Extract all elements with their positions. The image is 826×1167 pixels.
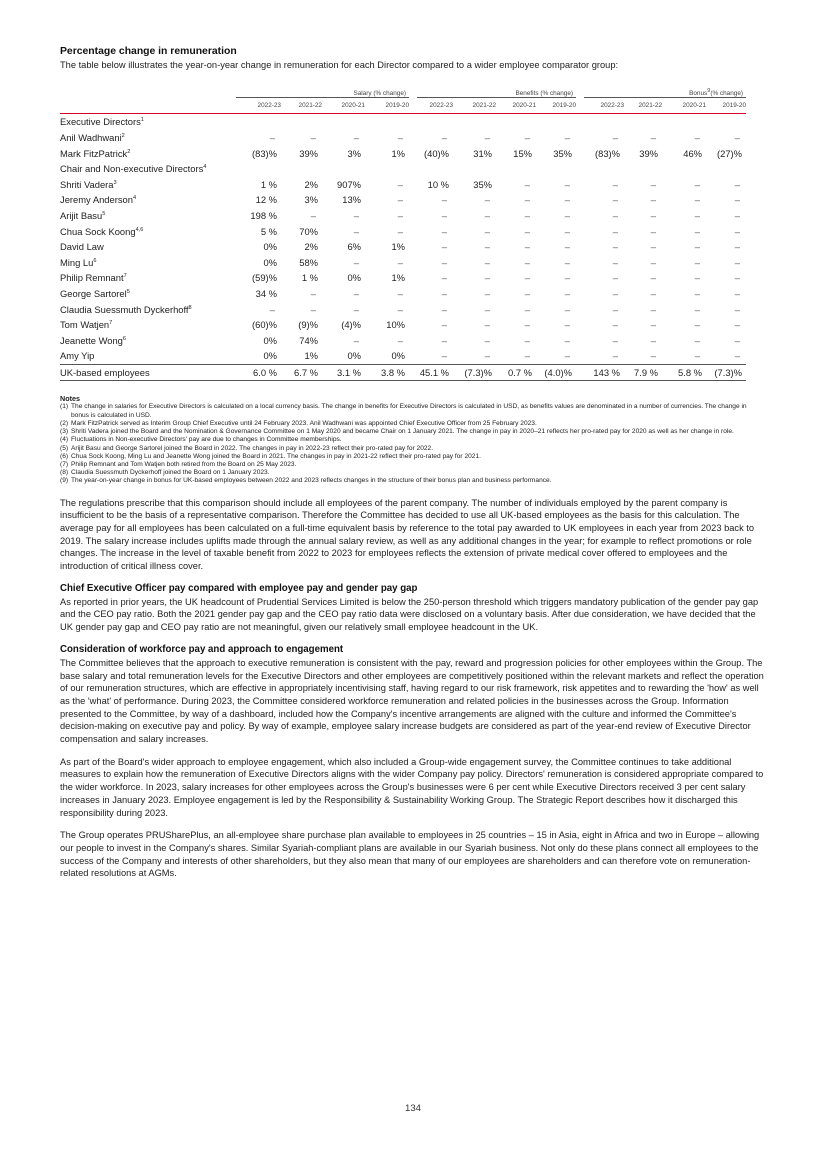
table-cell: – bbox=[310, 303, 316, 315]
remuneration-table bbox=[60, 82, 746, 381]
table-cell: 3% bbox=[347, 147, 361, 159]
table-cell: – bbox=[353, 303, 359, 315]
year-header: 2019-20 bbox=[536, 98, 576, 114]
salary-group-header: Salary (% change) bbox=[236, 90, 409, 98]
table-cell: – bbox=[650, 241, 657, 253]
table-cell: 0% bbox=[347, 272, 361, 284]
table-cell: – bbox=[612, 210, 619, 222]
table-cell: – bbox=[694, 241, 701, 253]
table-cell: – bbox=[564, 256, 571, 268]
year-header: 2020-21 bbox=[662, 98, 706, 114]
row-label: Philip Remnant$^7$ bbox=[60, 272, 127, 284]
table-cell: – bbox=[612, 272, 619, 284]
table-cell: – bbox=[484, 319, 491, 331]
table-cell: – bbox=[650, 350, 657, 362]
years-header-row bbox=[60, 98, 746, 114]
note-item: (8) Claudia Suessmuth Dyckerhoff joined the Board on 1 January 2023. bbox=[60, 469, 270, 477]
row-label: David Law bbox=[60, 241, 104, 253]
director-row bbox=[60, 130, 746, 146]
table-cell: (59)% bbox=[251, 272, 277, 284]
table-cell: 0% bbox=[263, 334, 277, 346]
ceo-pay-heading: Chief Executive Officer pay compared with employee pay and gender pay gap bbox=[60, 582, 418, 594]
bonus-group-header: Bonus$^9$(% change) bbox=[584, 90, 746, 98]
row-label: Mark FitzPatrick$^2$ bbox=[60, 147, 131, 159]
table-cell: 6% bbox=[347, 241, 361, 253]
director-row bbox=[60, 301, 746, 317]
director-row bbox=[60, 145, 746, 161]
row-label: Jeremy Anderson$^4$ bbox=[60, 194, 137, 206]
table-cell: (83)% bbox=[595, 147, 621, 159]
row-label: UK-based employees bbox=[60, 364, 236, 381]
table-cell: – bbox=[397, 210, 404, 222]
table-cell: 1% bbox=[391, 241, 406, 253]
table-cell: – bbox=[484, 303, 491, 315]
table-cell: (60)% bbox=[251, 319, 277, 331]
ceo-pay-paragraph: As reported in prior years, the UK headcount of Prudential Services Limited is below the 250-person threshold which triggers mandatory publication of the gender pay gap and the CEO pay ratio. Both the 2021 gender pay gap and the CEO pay ratio data were disclosed on a voluntary basis. After due consideration, we have decided that the UK gender pay gap and CEO pay ratio are not meaningful, given our relatively small employee headcount in the UK. bbox=[60, 596, 759, 633]
table-cell: – bbox=[694, 256, 701, 268]
table-cell: – bbox=[694, 334, 701, 346]
year-header: 2022-23 bbox=[409, 98, 453, 114]
table-cell: – bbox=[650, 194, 657, 206]
section-row bbox=[60, 161, 746, 177]
table-cell: – bbox=[353, 256, 359, 268]
table-cell: – bbox=[734, 241, 741, 253]
table-cell: – bbox=[734, 132, 741, 144]
table-cell: 0% bbox=[347, 350, 361, 362]
table-cell: – bbox=[734, 194, 741, 206]
director-row bbox=[60, 255, 746, 271]
table-cell: – bbox=[441, 288, 448, 300]
table-cell: – bbox=[694, 210, 701, 222]
year-header: 2021-22 bbox=[453, 98, 496, 114]
table-cell: – bbox=[484, 241, 491, 253]
table-cell: (4)% bbox=[341, 319, 361, 331]
table-cell: – bbox=[353, 334, 359, 346]
year-header: 2021-22 bbox=[281, 98, 322, 114]
table-cell: – bbox=[564, 132, 571, 144]
table-cell: 7.9 % bbox=[624, 364, 662, 381]
director-row bbox=[60, 286, 746, 302]
table-cell: – bbox=[524, 303, 531, 315]
director-row bbox=[60, 333, 746, 349]
table-cell: – bbox=[564, 272, 571, 284]
table-cell: – bbox=[734, 334, 741, 346]
table-cell: (83)% bbox=[251, 147, 277, 159]
row-label: Jeanette Wong$^6$ bbox=[60, 334, 127, 346]
table-cell: – bbox=[734, 210, 741, 222]
table-cell: – bbox=[650, 272, 657, 284]
director-row bbox=[60, 177, 746, 193]
table-cell: 6.0 % bbox=[236, 364, 281, 381]
table-cell: 2% bbox=[304, 241, 318, 253]
section-row bbox=[60, 114, 746, 130]
table-cell: – bbox=[694, 194, 701, 206]
table-cell: – bbox=[310, 210, 316, 222]
table-cell: – bbox=[524, 256, 531, 268]
table-cell: – bbox=[269, 132, 275, 144]
table-cell: – bbox=[612, 334, 619, 346]
row-label: Chua Sock Koong$^{4,6}$ bbox=[60, 225, 144, 237]
note-item: (3) Shriti Vadera joined the Board and the Nomination & Governance Committee on 1 May 2020 and became Chair on 1 January 2021. The change in pay in 2020–21 reflects her pro-rated pay for 2020 as well as her change in role. bbox=[60, 428, 734, 436]
table-cell: 1% bbox=[391, 272, 406, 284]
table-cell: – bbox=[694, 303, 701, 315]
table-cell: 1 % bbox=[301, 272, 318, 284]
table-cell: 0% bbox=[263, 241, 277, 253]
table-cell: – bbox=[310, 288, 316, 300]
table-cell: – bbox=[441, 225, 448, 237]
table-cell: – bbox=[734, 256, 741, 268]
table-cell: – bbox=[612, 288, 619, 300]
table-cell: 198 % bbox=[250, 210, 277, 222]
table-cell: – bbox=[650, 132, 657, 144]
table-cell: – bbox=[650, 319, 657, 331]
table-cell: – bbox=[694, 350, 701, 362]
table-cell: 34 % bbox=[255, 288, 277, 300]
comparison-paragraph: The regulations prescribe that this comparison should include all employees of the parent company. The number of individuals employed by the parent company is insufficient to be the basis of a representative comparison. Therefore the Committee has decided to use all UK-based employees as the basis for this calculation. The average pay for all employees has been calculated on a full-time equivalent basis by reference to the total pay awarded to UK employees in each year from 2023 back to 2019. The salary increase includes uplifts made through the annual salary review, as well as any additional changes in the year; for example to reflect promotions or role changes. The increase in the level of taxable benefit from 2022 to 2023 for employees reflects the extension of private medical cover offered to employees and the introduction of critical illness cover. bbox=[60, 497, 755, 572]
table-cell: 13% bbox=[342, 194, 361, 206]
director-row bbox=[60, 348, 746, 364]
table-cell: – bbox=[397, 194, 404, 206]
row-label: Shriti Vadera$^3$ bbox=[60, 178, 117, 190]
year-header: 2022-23 bbox=[236, 98, 281, 114]
table-cell: – bbox=[441, 210, 448, 222]
row-label: George Sartorel$^5$ bbox=[60, 288, 130, 300]
table-cell: 70% bbox=[299, 225, 318, 237]
note-item: (1) The change in salaries for Executive Directors is calculated on a local currency basis. The change in benefits for Executive Directors is calculated in USD, as benefits values are denominated in a number of currencies. The change in bonus is calculated in USD. bbox=[60, 403, 747, 419]
table-cell: – bbox=[650, 256, 657, 268]
table-cell: – bbox=[734, 319, 741, 331]
table-cell: – bbox=[650, 225, 657, 237]
table-cell: (7.3)% bbox=[706, 364, 746, 381]
row-label: Tom Watjen$^7$ bbox=[60, 319, 113, 331]
workforce-paragraph-2: As part of the Board's wider approach to employee engagement, which also included a Group-wide engagement survey, the Committee continues to take additional measures to explain how the remuneration of Executive Directors aligns with the wider Company pay policy. Directors' remuneration is considered appropriate compared to the wider workforce. In 2023, salary increases for other employees across the Group's businesses were 6 per cent while Executive Directors received 3 per cent salary increases in January 2023. Employee engagement is led by the Responsibility & Sustainability Working Group. The Strategic Report describes how it discharged this responsibility during 2023. bbox=[60, 756, 764, 818]
table-cell: – bbox=[397, 256, 404, 268]
workforce-heading: Consideration of workforce pay and approach to engagement bbox=[60, 643, 344, 655]
table-cell: 46% bbox=[683, 147, 703, 159]
table-cell: – bbox=[484, 272, 491, 284]
table-cell: – bbox=[694, 132, 701, 144]
table-cell: – bbox=[694, 225, 701, 237]
table-cell: 45.1 % bbox=[409, 364, 453, 381]
table-cell: – bbox=[694, 272, 701, 284]
director-row bbox=[60, 208, 746, 224]
intro-text: The table below illustrates the year-on-year change in remuneration for each Director compared to a wider employee comparator group: bbox=[60, 60, 619, 70]
table-cell: – bbox=[441, 132, 448, 144]
table-cell: 0% bbox=[391, 350, 406, 362]
table-cell: – bbox=[397, 225, 404, 237]
page-number: 134 bbox=[404, 1103, 421, 1114]
table-cell: – bbox=[484, 132, 491, 144]
table-cell: – bbox=[310, 132, 316, 144]
table-cell: – bbox=[650, 303, 657, 315]
table-cell: 39% bbox=[299, 147, 318, 159]
table-cell: 10% bbox=[386, 319, 406, 331]
table-cell: – bbox=[650, 210, 657, 222]
table-cell: – bbox=[564, 319, 571, 331]
table-cell: 3.8 % bbox=[365, 364, 409, 381]
table-cell: – bbox=[484, 225, 491, 237]
table-cell: 15% bbox=[513, 147, 533, 159]
table-cell: – bbox=[524, 319, 531, 331]
row-label: Claudia Suessmuth Dyckerhoff$^8$ bbox=[60, 303, 192, 315]
table-cell: 35% bbox=[553, 147, 573, 159]
benefits-group-header: Benefits (% change) bbox=[417, 90, 576, 98]
table-cell: – bbox=[564, 225, 571, 237]
table-cell: 12 % bbox=[255, 194, 277, 206]
table-cell: – bbox=[441, 334, 448, 346]
table-cell: (9)% bbox=[298, 319, 318, 331]
note-item: (2) Mark FitzPatrick served as Interim Group Chief Executive until 24 February 2023. Anil Wadhwani was appointed Chief Executive Officer from 25 February 2023. bbox=[60, 419, 537, 427]
table-cell: (4.0)% bbox=[536, 364, 576, 381]
table-cell: (7.3)% bbox=[453, 364, 496, 381]
table-cell: – bbox=[734, 272, 741, 284]
workforce-paragraph-3: The Group operates PRUSharePlus, an all-employee share purchase plan available to employees in 25 countries – 15 in Asia, eight in Africa and two in Europe – allowing our people to invest in the Company's shares. Similar Syariah-compliant plans are available in our Syariah business. Not only do these plans connect all employees to the success of the Company and interests of other shareholders, but they also mean that many of our employees are shareholders and can therefore vote on remuneration-related resolutions at AGMs. bbox=[60, 830, 760, 879]
year-header: 2021-22 bbox=[624, 98, 662, 114]
table-cell: 39% bbox=[639, 147, 659, 159]
table-cell: – bbox=[564, 288, 571, 300]
year-header: 2019-20 bbox=[706, 98, 746, 114]
table-cell: (27)% bbox=[717, 147, 743, 159]
table-cell: 1% bbox=[391, 147, 406, 159]
table-cell: – bbox=[441, 194, 448, 206]
table-cell: 3% bbox=[304, 194, 318, 206]
note-item: (9) The year-on-year change in bonus for UK-based employees between 2022 and 2023 reflects changes in the structure of their bonus plan and business performance. bbox=[60, 477, 552, 485]
table-cell: 1 % bbox=[260, 178, 277, 190]
table-cell: – bbox=[612, 241, 619, 253]
row-label: Executive Directors$^1$ bbox=[60, 116, 144, 128]
table-cell: – bbox=[564, 303, 571, 315]
table-cell: – bbox=[484, 334, 491, 346]
row-label: Anil Wadhwani$^2$ bbox=[60, 132, 125, 144]
table-cell: – bbox=[524, 210, 531, 222]
table-cell: – bbox=[484, 288, 491, 300]
table-cell: 5 % bbox=[260, 225, 277, 237]
workforce-paragraph-1: The Committee believes that the approach to executive remuneration is consistent with the pay, reward and progression policies for other employees within the Group. The base salary and total remuneration levels for the Executive Directors and other employees are competitively positioned within the relevant markets and reflect the operation of our remuneration structures, which are effective in appropriately incentivising staff, having regard to our risk framework, risk appetites and to rewarding the 'how' as well as the 'what' of performance. During 2023, the Committee considered workforce remuneration and related policies in the businesses across the Group. Information presented to the Committee, by way of a dashboard, included how the Company's incentive arrangements are aligned with the culture and informed the Committee's decision-making on executive pay and policy. By way of example, employee salary increase budgets are considered as part of the year-end review of Executive Director compensation and salary increases. bbox=[60, 657, 764, 745]
table-cell: – bbox=[484, 256, 491, 268]
table-cell: – bbox=[441, 350, 448, 362]
table-cell: – bbox=[353, 288, 359, 300]
table-cell: – bbox=[441, 256, 448, 268]
table-cell: – bbox=[524, 288, 531, 300]
table-cell: 35% bbox=[473, 178, 493, 190]
director-row bbox=[60, 239, 746, 255]
table-cell: – bbox=[524, 178, 531, 190]
note-item: (4) Fluctuations in Non-executive Directors' pay are due to changes in Committee memberships. bbox=[60, 436, 342, 444]
table-cell: 2% bbox=[304, 178, 318, 190]
table-cell: 6.7 % bbox=[281, 364, 322, 381]
table-cell: – bbox=[484, 210, 491, 222]
director-row bbox=[60, 223, 746, 239]
table-cell: – bbox=[694, 288, 701, 300]
table-cell: 0.7 % bbox=[496, 364, 536, 381]
table-cell: (40)% bbox=[424, 147, 450, 159]
table-cell: – bbox=[564, 194, 571, 206]
table-cell: 3.1 % bbox=[322, 364, 365, 381]
table-cell: – bbox=[612, 303, 619, 315]
table-cell: – bbox=[397, 303, 404, 315]
table-cell: – bbox=[694, 319, 701, 331]
table-cell: – bbox=[734, 288, 741, 300]
employees-row bbox=[60, 364, 746, 381]
table-cell: – bbox=[734, 178, 741, 190]
table-cell: – bbox=[564, 241, 571, 253]
year-header: 2019-20 bbox=[365, 98, 409, 114]
table-cell: – bbox=[734, 225, 741, 237]
table-cell: – bbox=[441, 319, 448, 331]
table-cell: – bbox=[524, 194, 531, 206]
table-cell: – bbox=[612, 194, 619, 206]
table-cell: 5.8 % bbox=[662, 364, 706, 381]
table-cell: – bbox=[397, 178, 404, 190]
year-header: 2022-23 bbox=[576, 98, 624, 114]
table-cell: 74% bbox=[299, 334, 318, 346]
table-cell: – bbox=[441, 241, 448, 253]
table-cell: – bbox=[524, 272, 531, 284]
table-cell: – bbox=[650, 178, 657, 190]
director-row bbox=[60, 270, 746, 286]
table-cell: – bbox=[441, 272, 448, 284]
body-text bbox=[60, 497, 766, 881]
row-label: Amy Yip bbox=[60, 350, 95, 362]
table-cell: – bbox=[734, 303, 741, 315]
note-item: (5) Arijit Basu and George Sartorel joined the Board in 2022. The changes in pay in 2022-23 reflect their pro-rated pay for 2022. bbox=[60, 444, 434, 452]
table-cell: – bbox=[564, 350, 571, 362]
table-cell: 0% bbox=[263, 350, 277, 362]
table-cell: – bbox=[650, 334, 657, 346]
section-heading-remuneration: Percentage change in remuneration bbox=[60, 46, 237, 57]
table-cell: – bbox=[612, 256, 619, 268]
notes-heading: Notes bbox=[60, 394, 80, 404]
year-header: 2020-21 bbox=[322, 98, 365, 114]
table-cell: – bbox=[397, 288, 404, 300]
table-cell: – bbox=[612, 132, 619, 144]
row-label: Ming Lu$^6$ bbox=[60, 256, 97, 268]
table-cell: – bbox=[612, 350, 619, 362]
table-cell: – bbox=[650, 288, 657, 300]
table-cell: – bbox=[612, 225, 619, 237]
note-item: (6) Chua Sock Koong, Ming Lu and Jeanette Wong joined the Board in 2021. The changes in pay in 2021-22 reflect their pro-rated pay for 2021. bbox=[60, 452, 481, 460]
table-cell: – bbox=[353, 210, 359, 222]
table-cell: – bbox=[564, 334, 571, 346]
table-cell: – bbox=[397, 334, 404, 346]
table-cell: 58% bbox=[299, 256, 318, 268]
table-cell: – bbox=[524, 225, 531, 237]
table-cell: 0% bbox=[263, 256, 277, 268]
table-cell: 10 % bbox=[427, 178, 450, 190]
table-cell: – bbox=[564, 210, 571, 222]
table-cell: – bbox=[694, 178, 701, 190]
year-header: 2020-21 bbox=[496, 98, 536, 114]
table-cell: – bbox=[612, 319, 619, 331]
row-label: Arijit Basu$^5$ bbox=[60, 210, 106, 222]
table-cell: – bbox=[524, 350, 531, 362]
table-cell: – bbox=[353, 132, 359, 144]
table-cell: 1% bbox=[304, 350, 318, 362]
table-cell: – bbox=[524, 132, 531, 144]
table-cell: – bbox=[269, 303, 275, 315]
table-cell: – bbox=[564, 178, 571, 190]
table-cell: 907% bbox=[337, 178, 361, 190]
table-cell: – bbox=[484, 350, 491, 362]
table-cell: 143 % bbox=[576, 364, 624, 381]
table-cell: – bbox=[397, 132, 404, 144]
table-cell: – bbox=[524, 241, 531, 253]
director-row bbox=[60, 192, 746, 208]
notes bbox=[60, 395, 766, 485]
director-row bbox=[60, 317, 746, 333]
table-cell: – bbox=[524, 334, 531, 346]
table-cell: – bbox=[353, 225, 359, 237]
note-item: (7) Philip Remnant and Tom Watjen both retired from the Board on 25 May 2023. bbox=[60, 460, 297, 468]
row-label: Chair and Non-executive Directors$^4$ bbox=[60, 163, 207, 175]
table-cell: 31% bbox=[473, 147, 493, 159]
table-cell: – bbox=[612, 178, 619, 190]
table-cell: – bbox=[734, 350, 741, 362]
table-cell: – bbox=[484, 194, 491, 206]
table-cell: – bbox=[441, 303, 448, 315]
